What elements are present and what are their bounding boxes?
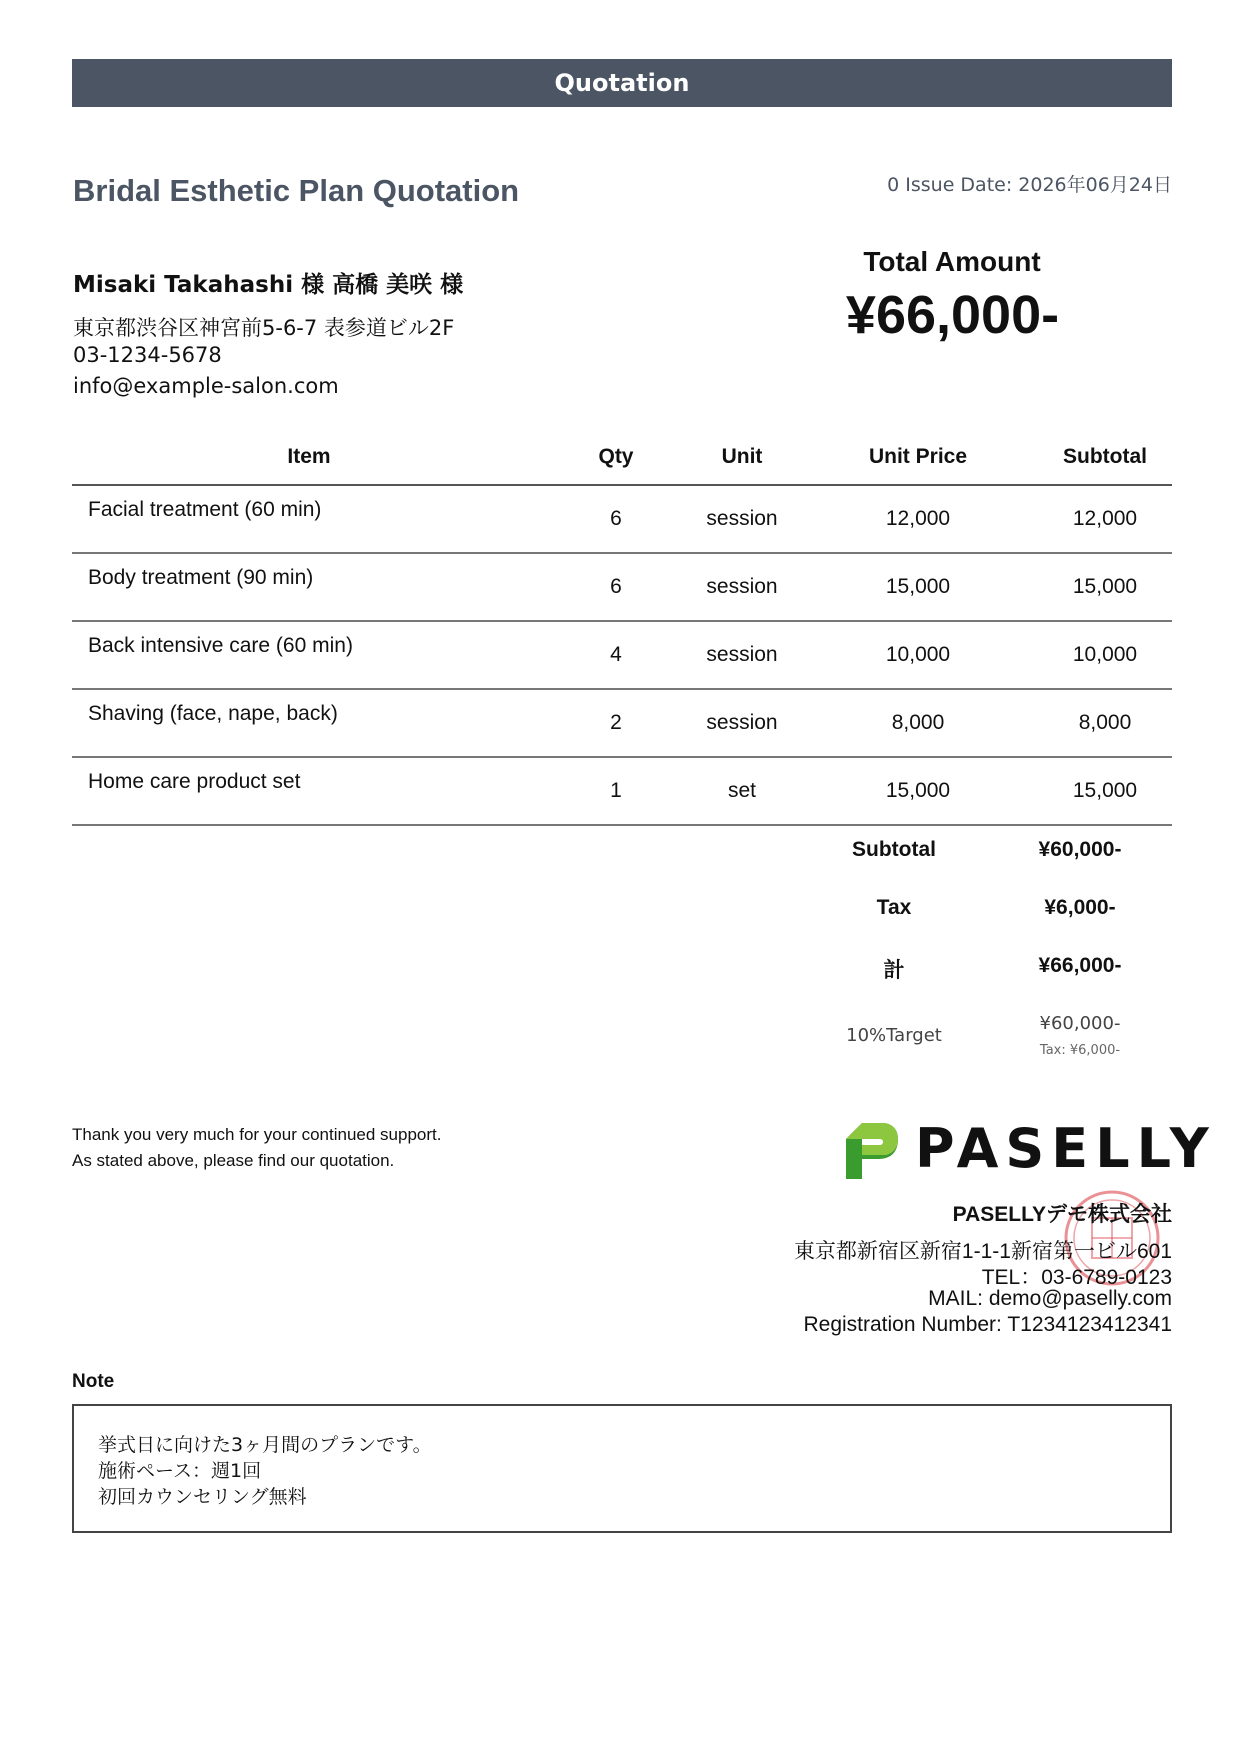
row-qty: 6: [546, 553, 686, 621]
header-qty: Qty: [546, 430, 686, 485]
row-unit-price: 12,000: [798, 485, 1038, 553]
row-unit-price: 10,000: [798, 621, 1038, 689]
client-address: 東京都渋谷区神宮前5-6-7 表参道ビル2F: [73, 316, 455, 340]
tax-value: ¥6,000-: [1044, 896, 1116, 919]
row-subtotal: 8,000: [1038, 689, 1172, 757]
tax-target-value: ¥60,000-: [1039, 1013, 1121, 1034]
row-qty: 1: [546, 757, 686, 825]
row-subtotal: 15,000: [1038, 757, 1172, 825]
table-row: [72, 621, 1172, 689]
subtotal-value: ¥60,000-: [1038, 838, 1122, 861]
header-unit: Unit: [686, 430, 798, 485]
row-unit: session: [686, 621, 798, 689]
note-line: 初回カウンセリング無料: [98, 1486, 307, 1508]
thanks-message-line2: As stated above, please find our quotation.: [72, 1151, 395, 1170]
row-unit: session: [686, 553, 798, 621]
grand-total-value: ¥66,000-: [1038, 954, 1122, 977]
note-line: 施術ペース：週1回: [98, 1460, 262, 1482]
document-header-bar: Quotation: [72, 59, 1172, 107]
paselly-logo-mark-icon: [840, 1119, 900, 1181]
note-line: 挙式日に向けた3ヶ月間のプランです。: [98, 1434, 432, 1456]
row-qty: 2: [546, 689, 686, 757]
company-registration: Registration Number: T1234123412341: [803, 1313, 1172, 1336]
company-name: PASELLYデモ株式会社: [952, 1203, 1172, 1226]
document-title: Bridal Esthetic Plan Quotation: [73, 173, 520, 208]
total-amount-value: ¥66,000-: [845, 285, 1060, 345]
row-unit: session: [686, 689, 798, 757]
issue-date: 0 Issue Date: 2026年06月24日: [887, 174, 1172, 196]
header-subtotal: Subtotal: [1038, 430, 1172, 485]
paselly-logo-text: PASELLY: [915, 1117, 1216, 1180]
row-unit: session: [686, 485, 798, 553]
row-item: Back intensive care (60 min): [72, 621, 546, 689]
company-mail: MAIL: demo@paselly.com: [928, 1287, 1172, 1310]
row-unit-price: 15,000: [798, 553, 1038, 621]
row-unit-price: 8,000: [798, 689, 1038, 757]
row-unit-price: 15,000: [798, 757, 1038, 825]
row-subtotal: 10,000: [1038, 621, 1172, 689]
table-header-row: [72, 430, 1172, 485]
thanks-message-line1: Thank you very much for your continued support.: [72, 1125, 442, 1144]
row-qty: 6: [546, 485, 686, 553]
items-table: [72, 430, 1172, 826]
subtotal-label: Subtotal: [852, 838, 936, 861]
header-unit-price: Unit Price: [798, 430, 1038, 485]
row-qty: 4: [546, 621, 686, 689]
company-tel: TEL：03-6789-0123: [981, 1266, 1172, 1289]
row-item: Shaving (face, nape, back): [72, 689, 546, 757]
table-row: [72, 689, 1172, 757]
note-label: Note: [72, 1371, 115, 1392]
row-item: Home care product set: [72, 757, 546, 825]
grand-total-label: 計: [883, 959, 905, 982]
table-row: [72, 553, 1172, 621]
row-item: Body treatment (90 min): [72, 553, 546, 621]
row-subtotal: 15,000: [1038, 553, 1172, 621]
tax-target-label: 10%Target: [846, 1025, 942, 1046]
total-amount-label: Total Amount: [863, 246, 1041, 277]
header-item: Item: [72, 430, 546, 485]
client-phone: 03-1234-5678: [73, 343, 222, 367]
table-row: [72, 485, 1172, 553]
tax-label: Tax: [876, 896, 912, 919]
tax-target-tax: Tax: ¥6,000-: [1039, 1043, 1121, 1058]
client-name: Misaki Takahashi 様 高橋 美咲 様: [73, 272, 464, 298]
client-email: info@example-salon.com: [73, 374, 339, 398]
row-unit: set: [686, 757, 798, 825]
table-row: [72, 757, 1172, 825]
row-subtotal: 12,000: [1038, 485, 1172, 553]
row-item: Facial treatment (60 min): [72, 485, 546, 553]
company-address: 東京都新宿区新宿1-1-1新宿第一ビル601: [793, 1240, 1172, 1263]
